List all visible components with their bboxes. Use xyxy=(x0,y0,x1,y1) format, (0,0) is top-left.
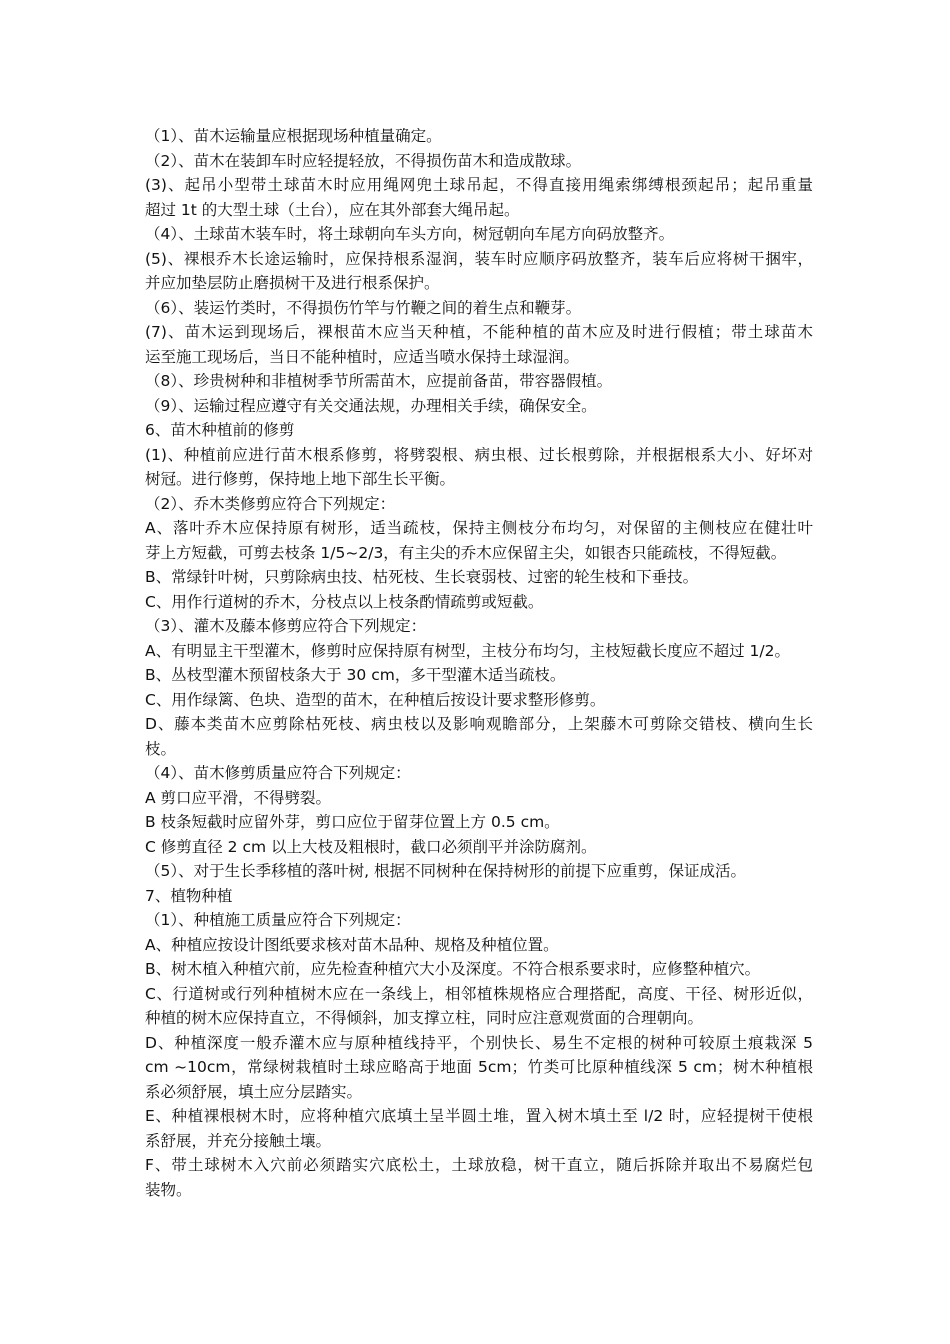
text-line: (7)、苗木运到现场后，裸根苗木应当天种植，不能种植的苗木应及时进行假植；带土球苗木 xyxy=(145,323,813,341)
text-line: B、常绿针叶树，只剪除病虫技、枯死枝、生长衰弱枝、过密的轮生枝和下垂技。 xyxy=(145,568,699,586)
text-line: E、种植裸根树木时，应将种植穴底填土呈半圆土堆，置入树木填土至 l/2 时，应轻提树干使根 xyxy=(145,1107,813,1125)
text-line: A 剪口应平滑，不得劈裂。 xyxy=(145,788,332,807)
text-line: 并应加垫层防止磨损树干及进行根系保护。 xyxy=(145,274,440,292)
text-line: A、落叶乔木应保持原有树形，适当疏枝，保持主侧枝分布均匀，对保留的主侧枝应在健壮叶 xyxy=(145,519,813,537)
text-line: D、种植深度一般乔灌木应与原种植线持平，个别快长、易生不定根的树种可较原土痕栽深 5 xyxy=(145,1033,813,1052)
text-line: 运至施工现场后，当日不能种植时，应适当喷水保持土球湿润。 xyxy=(145,347,580,366)
text-line: cm ~10cm，常绿树栽植时土球应略高于地面 5cm；竹类可比原种植线深 5 cm；树木种植根 xyxy=(145,1058,813,1076)
text-line: 7、植物种植 xyxy=(145,886,233,905)
text-line: （5）、对于生长季移植的落叶树, 根据不同树种在保持树形的前提下应重剪，保证成活。 xyxy=(145,862,746,880)
text-line: B、树木植入种植穴前，应先检查种植穴大小及深度。不符合根系要求时，应修整种植穴。 xyxy=(145,960,761,978)
text-line: 超过 1t 的大型土球（土台），应在其外部套大绳吊起。 xyxy=(145,200,520,219)
text-line: 6、苗木种植前的修剪 xyxy=(145,421,295,439)
text-line: C、行道树或行列种植树木应在一条线上，相邻植株规格应合理搭配，高度、干径、树形近似， xyxy=(145,984,813,1003)
text-line: C 修剪直径 2 cm 以上大枝及粗根时，截口必须削平并涂防腐剂。 xyxy=(145,837,597,856)
text-line: （9）、运输过程应遵守有关交通法规，办理相关手续，确保安全。 xyxy=(145,396,597,415)
text-line: B 枝条短截时应留外芽，剪口应位于留芽位置上方 0.5 cm。 xyxy=(145,813,560,831)
text-line: （6）、装运竹类时，不得损伤竹竿与竹鞭之间的着生点和鞭芽。 xyxy=(145,298,582,317)
text-line: 系舒展，并充分接触土壤。 xyxy=(145,1131,332,1150)
text-line: (3)、起吊小型带土球苗木时应用绳网兜土球吊起，不得直接用绳索绑缚根颈起吊；起吊重量 xyxy=(145,176,813,194)
text-line: C、用作绿篱、色块、造型的苗木，在种植后按设计要求整形修剪。 xyxy=(145,690,606,709)
text-line: (1)、种植前应进行苗木根系修剪，将劈裂根、病虫根、过长根剪除，并根据根系大小、好坏对 xyxy=(145,445,813,464)
text-line: （8）、珍贵树种和非植树季节所需苗木，应提前备苗，带容器假植。 xyxy=(145,372,613,390)
text-line: （3）、灌木及藤本修剪应符合下列规定： xyxy=(145,617,427,635)
text-line: （1）、苗木运输量应根据现场种植量确定。 xyxy=(145,127,442,145)
text-line: D、藤本类苗木应剪除枯死枝、病虫枝以及影响观瞻部分，上架藤木可剪除交错枝、横向生长 xyxy=(145,715,813,733)
text-line: A、有明显主干型灌木，修剪时应保持原有树型，主枝分布均匀，主枝短截长度应不超过 1/2。 xyxy=(145,641,790,660)
text-line: （4）、土球苗木装车时，将土球朝向车头方向，树冠朝向车尾方向码放整齐。 xyxy=(145,225,675,243)
text-line: F、带土球树木入穴前必须踏实穴底松土，土球放稳，树干直立，随后拆除并取出不易腐烂包 xyxy=(145,1156,813,1174)
text-line: A、种植应按设计图纸要求核对苗木品种、规格及种植位置。 xyxy=(145,935,559,954)
text-line: 种植的树木应保持直立，不得倾斜，加支撑立柱，同时应注意观赏面的合理朝向。 xyxy=(145,1009,704,1027)
text-line: (5)、裸根乔木长途运输时，应保持根系湿润，装车时应顺序码放整齐，装车后应将树干捆牢， xyxy=(145,249,813,268)
text-line: （2）、苗木在装卸车时应轻提轻放，不得损伤苗木和造成散球。 xyxy=(145,151,582,170)
document-page xyxy=(145,124,813,1202)
text-line: 枝。 xyxy=(145,739,177,758)
text-line: 树冠。进行修剪，保持地上地下部生长平衡。 xyxy=(145,470,456,488)
text-line: （1）、种植施工质量应符合下列规定： xyxy=(145,911,411,929)
text-line: （4）、苗木修剪质量应符合下列规定： xyxy=(145,764,411,782)
text-line: （2）、乔木类修剪应符合下列规定： xyxy=(145,494,396,513)
text-line: 装物。 xyxy=(145,1180,192,1199)
text-line: B、丛枝型灌木预留枝条大于 30 cm，多干型灌木适当疏枝。 xyxy=(145,666,566,684)
text-line: C、用作行道树的乔木，分枝点以上枝条酌情疏剪或短截。 xyxy=(145,592,544,611)
text-line: 芽上方短截，可剪去枝条 1/5~2/3，有主尖的乔木应保留主尖，如银杏只能疏枝，不得短截。 xyxy=(145,543,787,562)
text-line: 系必须舒展，填土应分层踏实。 xyxy=(145,1082,363,1101)
